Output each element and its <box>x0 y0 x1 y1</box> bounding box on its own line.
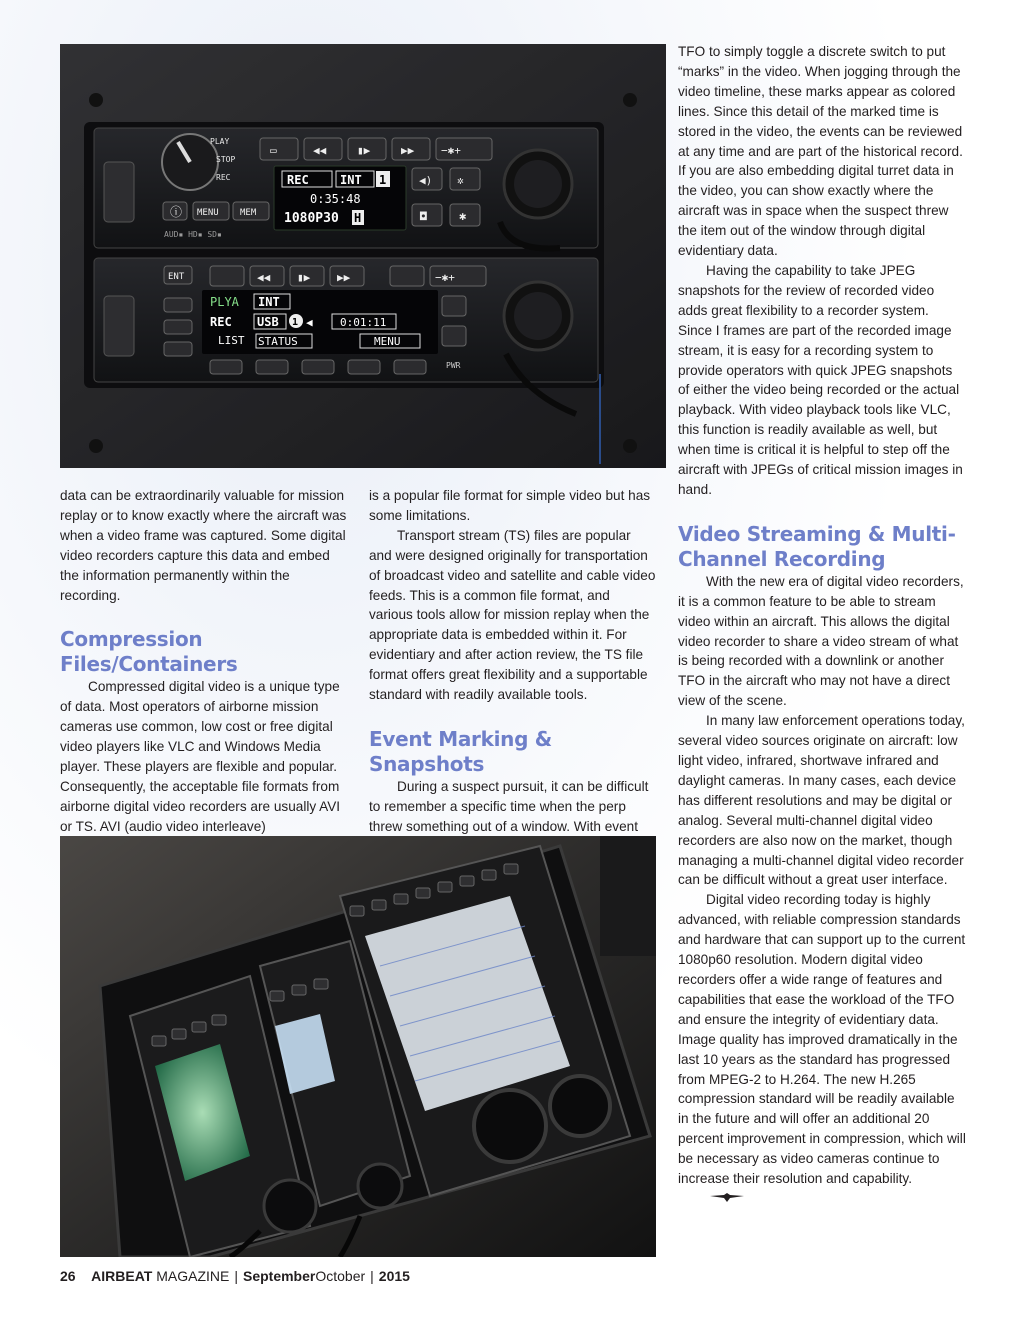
lower-pwr-label: PWR <box>446 361 461 370</box>
issue-year: 2015 <box>378 1268 410 1284</box>
lower-screen-menu: MENU <box>374 335 401 348</box>
magazine-word: MAGAZINE <box>156 1268 230 1284</box>
upper-menu-label: MENU <box>197 208 219 218</box>
heading-compression-files: Compression Files/Containers <box>60 627 238 677</box>
lower-forward-icon: ▶▶ <box>337 271 351 284</box>
heading-event-marking: Event Marking & Snapshots <box>369 726 552 776</box>
left-text-column <box>60 486 348 837</box>
middle-paragraph-3: During a suspect pursuit, it can be difficult to remember a specific time when the perp threw something out of a window. With event <box>369 778 649 834</box>
upper-screen-h: H <box>354 211 362 225</box>
lower-screen-speaker-icon: ◀ <box>306 316 313 329</box>
lower-screen-plya: PLYA <box>210 295 239 309</box>
upper-screen-resolution: 1080P30 <box>284 211 339 226</box>
upper-screen-channel: 1 <box>379 173 387 187</box>
left-paragraph-2: Compressed digital video is a unique type of data. Most operators of airborne mission cameras use common, low cost or free digital video players like VLC and Windows Media player. These players are flexible and popular. Consequently, the acceptable file formats from airborne digital video recorders are usually AVI or TS. AVI (audio video interleave) <box>60 679 341 834</box>
footer-separator-1: | <box>234 1268 238 1284</box>
upper-camera-icon: ◘ <box>420 210 427 223</box>
right-paragraph-5-text: Digital video recording today is highly advanced, with reliable compression standards and hardware that can support up to the current 1080p60 resolution. Modern digital video recorders offer a wide range of features and capabilities that ease the workload of the TFO and ensure the integrity of evidentiary data. Image quality has improved dramatically in the last 10 years as the standard has progressed from MPEG-2 to H.264. The new H.265 compression standard will be readily available in the future and will offer an additional 20 percent improvement in compression, which will be necessary as video cameras continue to increase their resolution and capability. <box>678 892 966 1187</box>
magazine-name: AIRBEAT <box>91 1268 153 1284</box>
upper-knob-label-play: PLAY <box>210 137 230 146</box>
lower-screen-time: 0:01:11 <box>340 316 387 329</box>
lower-screen-channel: 1 <box>292 317 299 328</box>
lower-rewind-icon: ◀◀ <box>257 271 271 284</box>
upper-screen-time: 0:35:48 <box>310 192 361 206</box>
upper-slot-icon: ▭ <box>270 144 277 157</box>
upper-info-icon: ⓘ <box>170 205 183 219</box>
upper-playpause-icon: ▮▶ <box>357 144 371 157</box>
upper-status-labels: AUD▪ HD▪ SD▪ <box>164 230 222 239</box>
lower-screen-list: LIST <box>218 334 245 347</box>
middle-text-column <box>369 486 657 857</box>
lower-screen-status: STATUS <box>258 335 298 348</box>
upper-mark-icon: ✱ <box>459 209 467 223</box>
footer-separator-2: | <box>370 1268 374 1284</box>
photo-recorder-control-heads <box>60 44 666 468</box>
end-mark-wing-icon <box>682 1189 744 1209</box>
middle-paragraph-1: is a popular file format for simple video but has some limitations. <box>369 488 651 523</box>
upper-rewind-icon: ◀◀ <box>313 144 327 157</box>
upper-screen-rec: REC <box>287 173 309 187</box>
upper-mem-label: MEM <box>240 208 257 218</box>
right-text-column <box>678 42 966 1209</box>
upper-volume-icon: ◀) <box>419 174 433 187</box>
right-paragraph-5 <box>678 890 966 1209</box>
lower-dimmer-icon: −✱+ <box>435 271 455 284</box>
upper-knob-label-stop: STOP <box>216 155 236 164</box>
lower-screen-rec: REC <box>210 315 232 329</box>
heading-video-streaming: Video Streaming & Multi-Channel Recording <box>678 521 956 571</box>
upper-brightness-icon: ✲ <box>457 174 464 187</box>
lower-screen-usb: USB <box>257 315 279 329</box>
lower-ent-label: ENT <box>168 272 185 282</box>
lower-screen-int: INT <box>258 295 280 309</box>
left-paragraph-1: data can be extraordinarily valuable for mission replay or to know exactly where the aircraft was when a video frame was captured. Some digital video recorders capture this data and embed the information permanently within the recording. <box>60 488 347 603</box>
right-paragraph-1: TFO to simply toggle a discrete switch to put “marks” in the video. When jogging through the video timeline, these marks appear as colored lines. Since this detail of the marked time is stored in the video, the events can be reviewed at any time and are part of the historical record. If you are also embedding digital turret data in the video, you can show exactly where the aircraft was in space when the suspect threw the item out of the window through digital evidentiary data. <box>678 44 963 259</box>
right-paragraph-3: With the new era of digital video recorders, it is a common feature to be able to stream video within an aircraft. This allows the digital video recorder to share a video stream of what is being recorded with a downlink or another TFO in the aircraft who may not have a direct view of the scene. <box>678 573 964 709</box>
page-number: 26 <box>60 1268 76 1284</box>
upper-dimmer-icon: −✱+ <box>441 144 461 157</box>
right-paragraph-4: In many law enforcement operations today, several video sources originate on aircraft: low light video, infrared, shortwave infrared and daylight cameras. In many cases, each device has different resolutions and may be digital or analog. Several multi-channel digital video recorders are also now on the market, though managing a multi-channel digital video recorder can be difficult without a great user interface. <box>678 713 965 888</box>
upper-screen-int: INT <box>340 173 362 187</box>
middle-paragraph-2: Transport stream (TS) files are popular and were designed originally for transportation of broadcast video and satellite and cable video feeds. This is a common file format, and various tools allow for mission replay when the appropriate data is embedded within it. For evidentiary and after action review, the TS file format offers great flexibility and a supportable standard with readily available tools. <box>369 527 656 703</box>
issue-month-b: October <box>315 1268 366 1284</box>
upper-forward-icon: ▶▶ <box>401 144 415 157</box>
page-footer <box>60 1267 410 1285</box>
lower-playpause-icon: ▮▶ <box>297 271 311 284</box>
photo-multi-panel-controllers <box>60 836 656 1257</box>
upper-knob-label-rec: REC <box>216 173 231 182</box>
issue-month-a: September <box>242 1268 316 1284</box>
right-paragraph-2: Having the capability to take JPEG snapshots for the review of recorded video adds great flexibility to a recorder system. Since I frames are part of the recorded image stream, it is easy for a recording system to provide operators with quick JPEG snapshots of either the video being recorded or the actual playback. With video playback tools like VLC, this function is readily available as well, but when time is critical it is helpful to step off the aircraft with JPEGs of critical mission images in hand. <box>678 262 963 497</box>
